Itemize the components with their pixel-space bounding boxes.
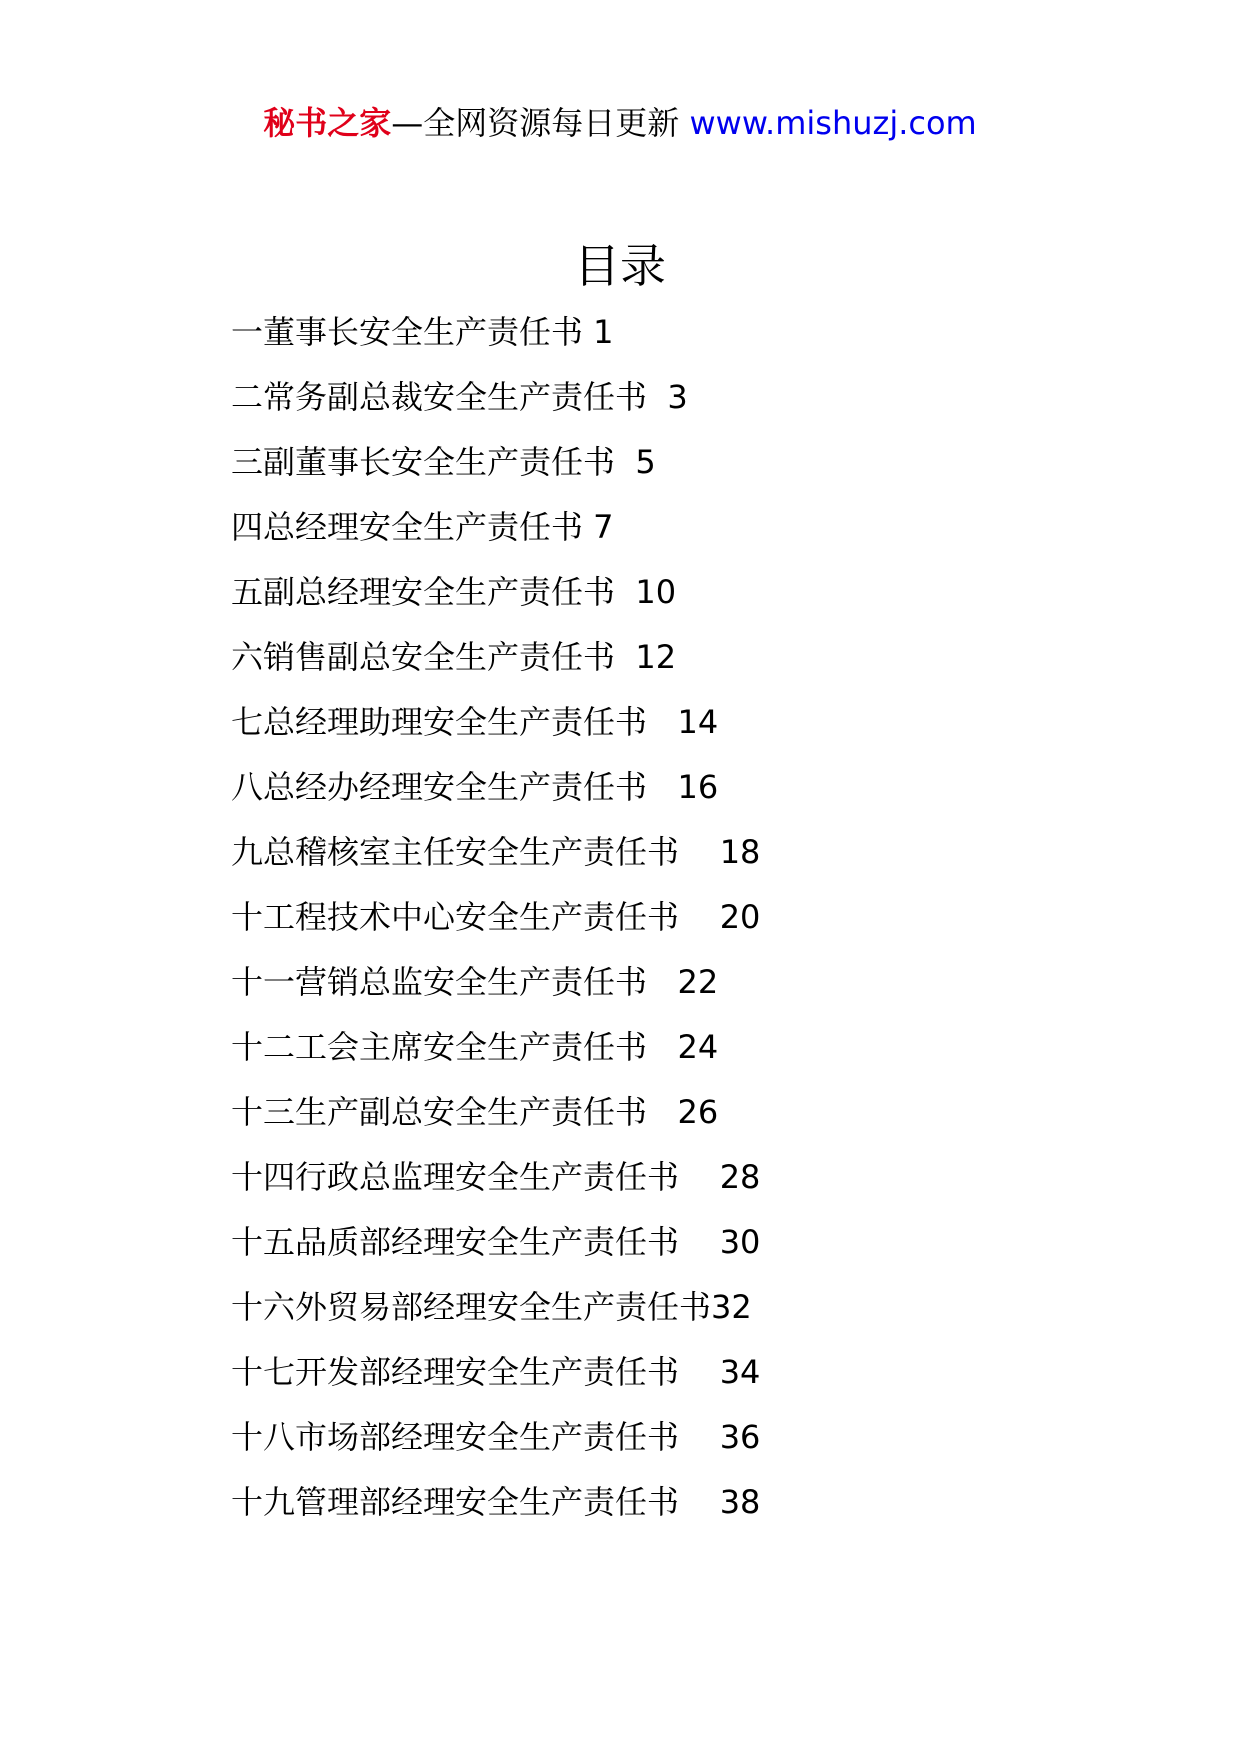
toc-entry[interactable]: 五副总经理安全生产责任书 10 xyxy=(231,573,677,611)
toc-entry[interactable]: 十二工会主席安全生产责任书 24 xyxy=(231,1028,719,1066)
site-url-link[interactable]: www.mishuzj.com xyxy=(689,104,977,142)
brand-name: 秘书之家 xyxy=(263,104,392,142)
toc-entry[interactable]: 十八市场部经理安全生产责任书 36 xyxy=(231,1418,761,1456)
toc-entry[interactable]: 一董事长安全生产责任书 1 xyxy=(231,313,614,351)
toc-entry[interactable]: 十四行政总监理安全生产责任书 28 xyxy=(231,1158,761,1196)
toc-entry[interactable]: 八总经办经理安全生产责任书 16 xyxy=(231,768,719,806)
header-tagline: —全网资源每日更新 xyxy=(391,104,690,142)
toc-entry[interactable]: 六销售副总安全生产责任书 12 xyxy=(231,638,677,676)
toc-entry[interactable]: 七总经理助理安全生产责任书 14 xyxy=(231,703,719,741)
toc-entry[interactable]: 十五品质部经理安全生产责任书 30 xyxy=(231,1223,761,1261)
toc-entry[interactable]: 十七开发部经理安全生产责任书 34 xyxy=(231,1353,761,1391)
toc-entry[interactable]: 十工程技术中心安全生产责任书 20 xyxy=(231,898,761,936)
toc-entry[interactable]: 十一营销总监安全生产责任书 22 xyxy=(231,963,719,1001)
site-header xyxy=(0,101,1240,145)
toc-entry[interactable]: 三副董事长安全生产责任书 5 xyxy=(231,443,656,481)
document-title: 目录 xyxy=(574,239,666,293)
toc-entry[interactable]: 二常务副总裁安全生产责任书 3 xyxy=(231,378,688,416)
toc-entry[interactable]: 十三生产副总安全生产责任书 26 xyxy=(231,1093,719,1131)
toc-entry[interactable]: 十六外贸易部经理安全生产责任书32 xyxy=(231,1288,752,1326)
toc-entry[interactable]: 九总稽核室主任安全生产责任书 18 xyxy=(231,833,761,871)
toc-entry[interactable]: 十九管理部经理安全生产责任书 38 xyxy=(231,1483,761,1521)
table-of-contents xyxy=(231,308,760,1543)
toc-entry[interactable]: 四总经理安全生产责任书 7 xyxy=(231,508,614,546)
